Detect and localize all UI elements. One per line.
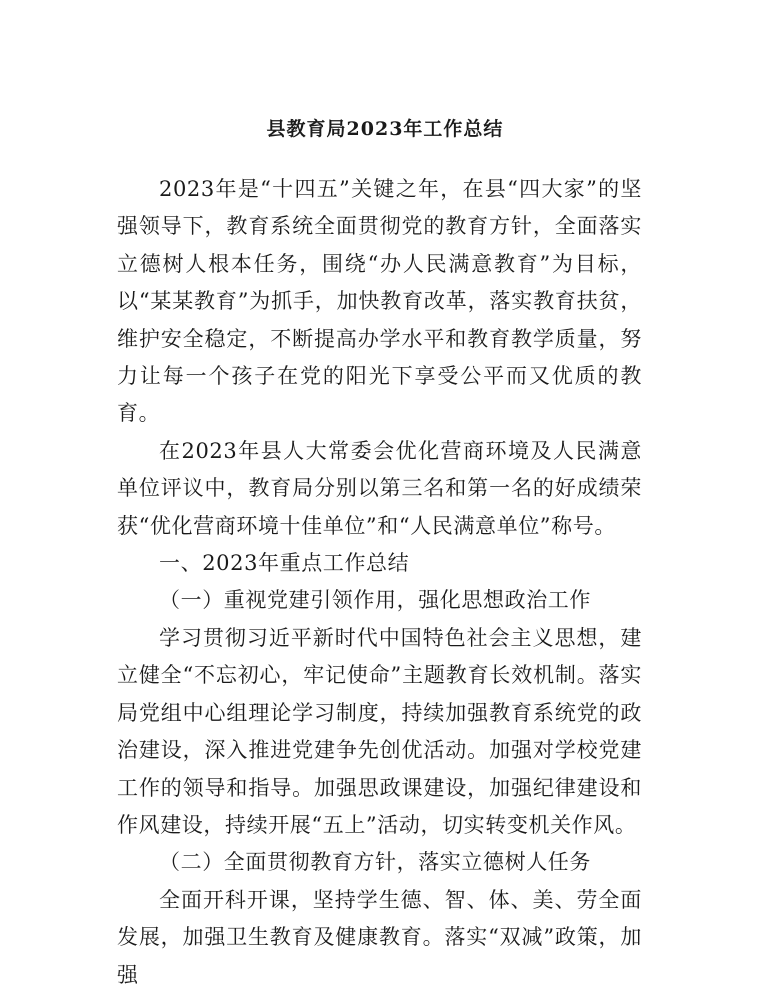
intro-paragraph: 2023年是“十四五”关键之年，在县“四大家”的坚强领导下，教育系统全面贯彻党的教育方针，全面落实立德树人根本任务，围绕“办人民满意教育”为目标，以“某某教育”为抓手，加快教育改革，落实教育扶贫，维护安全稳定，不断提高办学水平和教育教学质量，努力让每一个孩子在党的阳光下享受公平而又优质的教育。 xyxy=(117,177,642,426)
subsection-heading-1: （一）重视党建引领作用，强化思想政治工作 xyxy=(159,588,591,613)
party-building-paragraph: 学习贯彻习近平新时代中国特色社会主义思想，建立健全“不忘初心，牢记使命”主题教育长效机制。落实局党组中心组理论学习制度，持续加强教育系统党的政治建设，深入推进党建争先创优活动。加强对学校党建工作的领导和指导。加强思政课建设，加强纪律建设和作风建设，持续开展“五上”活动，切实转变机关作风。 xyxy=(117,625,642,837)
section-heading-1: 一、2023年重点工作总结 xyxy=(159,551,410,576)
subsection-heading-2: （二）全面贯彻教育方针，落实立德树人任务 xyxy=(159,850,591,875)
document-title: 县教育局2023年工作总结 xyxy=(266,118,504,140)
document-body xyxy=(117,171,642,994)
award-paragraph: 在2023年县人大常委会优化营商环境及人民满意单位评议中，教育局分别以第三名和第一名的好成绩荣获“优化营商环境十佳单位”和“人民满意单位”称号。 xyxy=(117,438,642,538)
education-policy-paragraph: 全面开科开课，坚持学生德、智、体、美、劳全面发展，加强卫生教育及健康教育。落实“双减”政策，加强 xyxy=(117,887,642,987)
